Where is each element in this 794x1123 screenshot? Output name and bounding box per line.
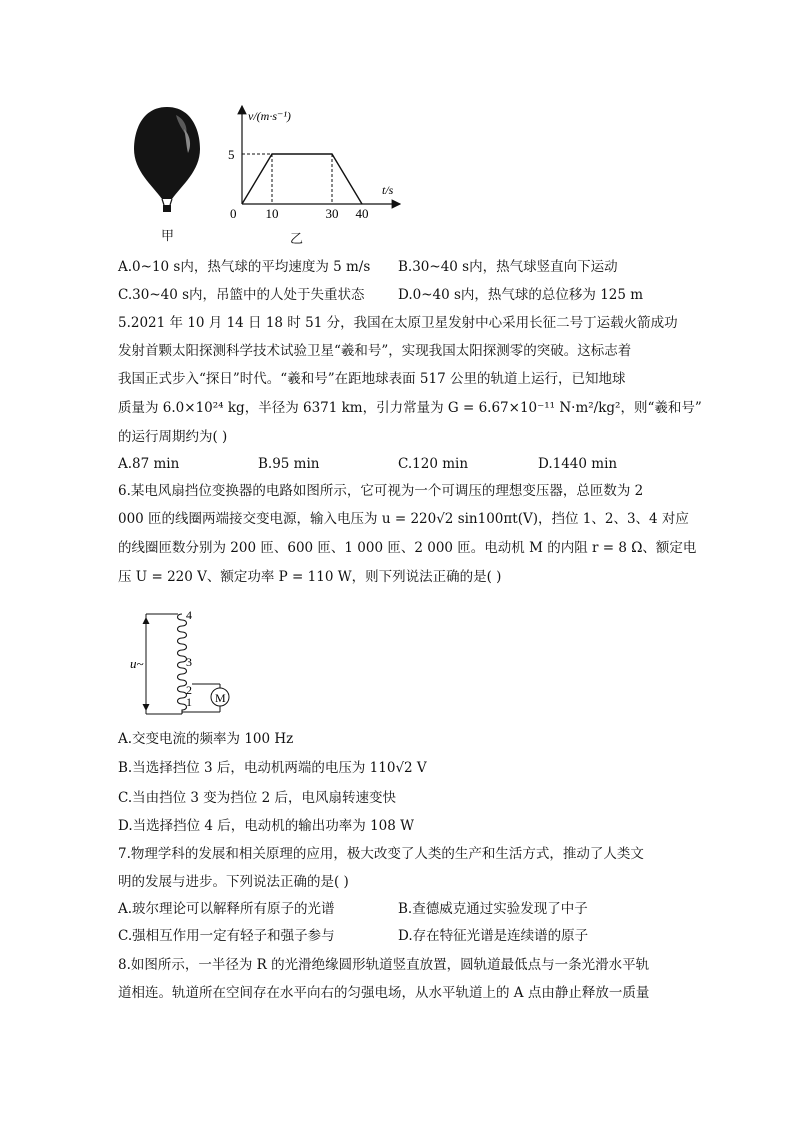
q4-option-b: B.30~40 s内，热气球竖直向下运动 [398,259,618,275]
source-voltage-label: u~ [130,656,144,671]
q6-text-line-3: 的线圈匝数分别为 200 匝、600 匝、1 000 匝、2 000 匝。电动机 M 的内阻 r = 8 Ω、额定电 [118,540,697,556]
tap-2-label: 2 [186,683,192,697]
q4-option-a: A.0~10 s内，热气球的平均速度为 5 m/s [118,259,371,275]
velocity-time-graph [222,100,412,228]
q7-text-line-1: 7.物理学科的发展和相关原理的应用，极大改变了人类的生产和生活方式，推动了人类文 [118,846,644,862]
q7-option-d: D.存在特征光谱是连续谱的原子 [398,928,589,944]
q8-text-line-1: 8.如图所示，一半径为 R 的光滑绝缘圆形轨道竖直放置，圆轨道最低点与一条光滑水平轨 [118,957,650,973]
q6-option-c: C.当由挡位 3 变为挡位 2 后，电风扇转速变快 [118,790,396,806]
x-axis-label: t/s [382,183,394,197]
q5-option-a: A.87 min [118,456,180,472]
q4-option-d: D.0~40 s内，热气球的总位移为 125 m [398,287,644,303]
q6-text-line-4: 压 U = 220 V、额定功率 P = 110 W，则下列说法正确的是( ) [118,569,502,585]
q5-text-line-4: 质量为 6.0×10²⁴ kg，半径为 6371 km，引力常量为 G = 6.67×10⁻¹¹ N·m²/kg²，则“羲和号” [118,400,702,416]
graph-caption: 乙 [290,232,304,247]
hot-air-balloon-image [132,105,202,213]
q5-option-b: B.95 min [258,456,320,472]
y-tick-5: 5 [228,147,235,162]
q6-text-line-1: 6.某电风扇挡位变换器的电路如图所示，它可视为一个可调压的理想变压器，总匝数为 2 [118,483,644,499]
q6-option-d: D.当选择挡位 4 后，电动机的输出功率为 108 W [118,818,415,834]
tap-4-label: 4 [186,608,192,622]
q6-option-a: A.交变电流的频率为 100 Hz [118,731,294,747]
q6-option-b: B.当选择挡位 3 后，电动机两端的电压为 110√2 V [118,760,427,776]
q5-option-c: C.120 min [398,456,469,472]
balloon-caption: 甲 [161,229,175,244]
q7-text-line-2: 明的发展与进步。下列说法正确的是( ) [118,874,349,890]
q6-text-line-2: 000 匝的线圈两端接交变电源，输入电压为 u = 220√2 sin100πt(V)，挡位 1、2、3、4 对应 [118,511,689,527]
q5-option-d: D.1440 min [538,456,618,472]
q5-text-line-3: 我国正式步入“探日”时代。“羲和号”在距地球表面 517 公里的轨道上运行，已知地球 [118,371,626,387]
motor-label: M [215,691,226,705]
x-tick-30: 30 [325,206,339,221]
tap-1-label: 1 [186,695,192,709]
origin-label: 0 [230,206,237,221]
x-tick-10: 10 [265,206,279,221]
transformer-circuit-diagram [126,606,246,718]
y-axis-label: v/(m·s⁻¹) [248,109,291,123]
q7-option-a: A.玻尔理论可以解释所有原子的光谱 [118,901,335,917]
q5-text-line-5: 的运行周期约为( ) [118,429,228,445]
q7-option-b: B.查德威克通过实验发现了中子 [398,901,588,917]
q4-option-c: C.30~40 s内，吊篮中的人处于失重状态 [118,287,365,303]
q5-text-line-2: 发射首颗太阳探测科学技术试验卫星“羲和号”，实现我国太阳探测零的突破。这标志着 [118,343,632,359]
q8-text-line-2: 道相连。轨道所在空间存在水平向右的匀强电场，从水平轨道上的 A 点由静止释放一质量 [118,985,650,1001]
x-tick-40: 40 [355,206,369,221]
q5-text-line-1: 5.2021 年 10 月 14 日 18 时 51 分，我国在太原卫星发射中心采用长征二号丁运载火箭成功 [118,315,678,331]
q7-option-c: C.强相互作用一定有轻子和强子参与 [118,928,335,944]
velocity-series-line [242,154,362,204]
tap-3-label: 3 [186,655,192,669]
